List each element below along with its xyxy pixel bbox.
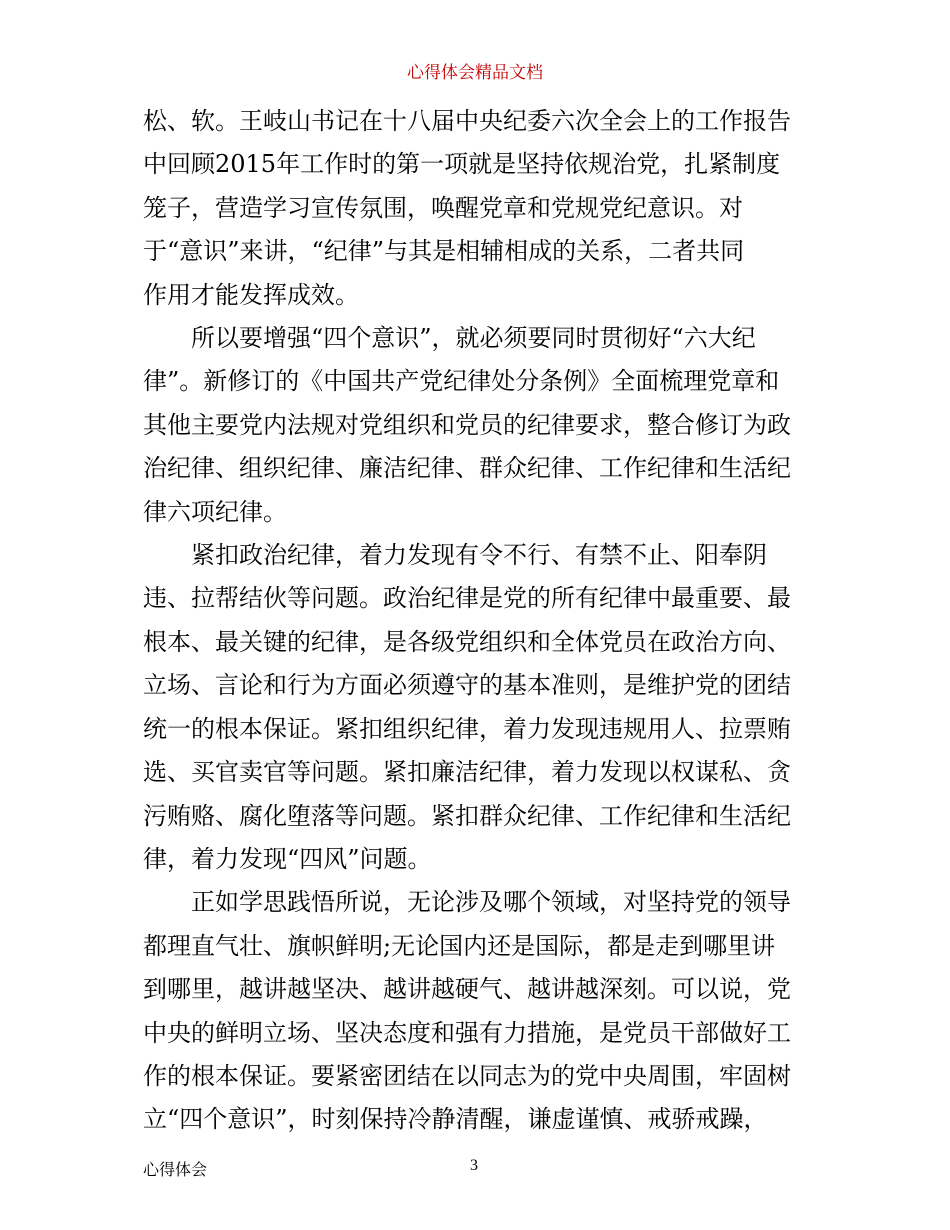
text-line: 正如学思践悟所说，无论涉及哪个领域，对坚持党的领导 xyxy=(191,888,791,917)
text-line: 作的根本保证。要紧密团结在以同志为的党中央周围，牢固树 xyxy=(143,1061,791,1090)
paragraph-1 xyxy=(143,100,811,317)
paragraph-2 xyxy=(143,317,811,534)
text-line: 立场、言论和行为方面必须遵守的基本准则，是维护党的团结 xyxy=(143,671,791,700)
text-line: 笼子，营造学习宣传氛围，唤醒党章和党规党纪意识。对 xyxy=(143,193,743,222)
page-number: 3 xyxy=(470,1157,478,1174)
text-line: 于“意识”来讲，“纪律”与其是相辅相成的关系，二者共同 xyxy=(143,237,745,266)
text-line: 违、拉帮结伙等问题。政治纪律是党的所有纪律中最重要、最 xyxy=(143,584,791,613)
text-line: 根本、最关键的纪律，是各级党组织和全体党员在政治方向、 xyxy=(143,627,791,656)
text-line: 律”。新修订的《中国共产党纪律处分条例》全面梳理党章和 xyxy=(143,367,780,396)
text-line: 中回顾2015年工作时的第一项就是坚持依规治党，扎紧制度 xyxy=(143,150,781,179)
text-line: 统一的根本保证。紧扣组织纪律，着力发现违规用人、拉票贿 xyxy=(143,714,791,743)
text-line: 所以要增强“四个意识”，就必须要同时贯彻好“六大纪 xyxy=(191,324,756,353)
text-line: 立“四个意识”，时刻保持冷静清醒，谦虚谨慎、戒骄戒躁， xyxy=(143,1105,768,1134)
text-line: 都理直气壮、旗帜鲜明;无论国内还是国际，都是走到哪里讲 xyxy=(143,931,776,960)
text-line: 治纪律、组织纪律、廉洁纪律、群众纪律、工作纪律和生活纪 xyxy=(143,454,791,483)
text-line: 紧扣政治纪律，着力发现有令不行、有禁不止、阳奉阴 xyxy=(191,541,767,570)
document-body xyxy=(143,100,811,1142)
page-header-title: 心得体会精品文档 xyxy=(407,63,543,83)
text-line: 律，着力发现“四风”问题。 xyxy=(143,844,432,873)
footer-label: 心得体会 xyxy=(143,1160,208,1179)
text-line: 到哪里，越讲越坚决、越讲越硬气、越讲越深刻。可以说，党 xyxy=(143,975,791,1004)
paragraph-3 xyxy=(143,534,811,881)
text-line: 松、软。王岐山书记在十八届中央纪委六次全会上的工作报告 xyxy=(143,107,791,135)
text-line: 其他主要党内法规对党组织和党员的纪律要求，整合修订为政 xyxy=(143,410,791,439)
paragraph-4 xyxy=(143,881,811,1141)
text-line: 污贿赂、腐化堕落等问题。紧扣群众纪律、工作纪律和生活纪 xyxy=(143,801,791,830)
text-line: 律六项纪律。 xyxy=(143,497,287,526)
text-line: 选、买官卖官等问题。紧扣廉洁纪律，着力发现以权谋私、贪 xyxy=(143,758,791,787)
text-line: 中央的鲜明立场、坚决态度和强有力措施，是党员干部做好工 xyxy=(143,1018,791,1047)
text-line: 作用才能发挥成效。 xyxy=(143,280,359,309)
